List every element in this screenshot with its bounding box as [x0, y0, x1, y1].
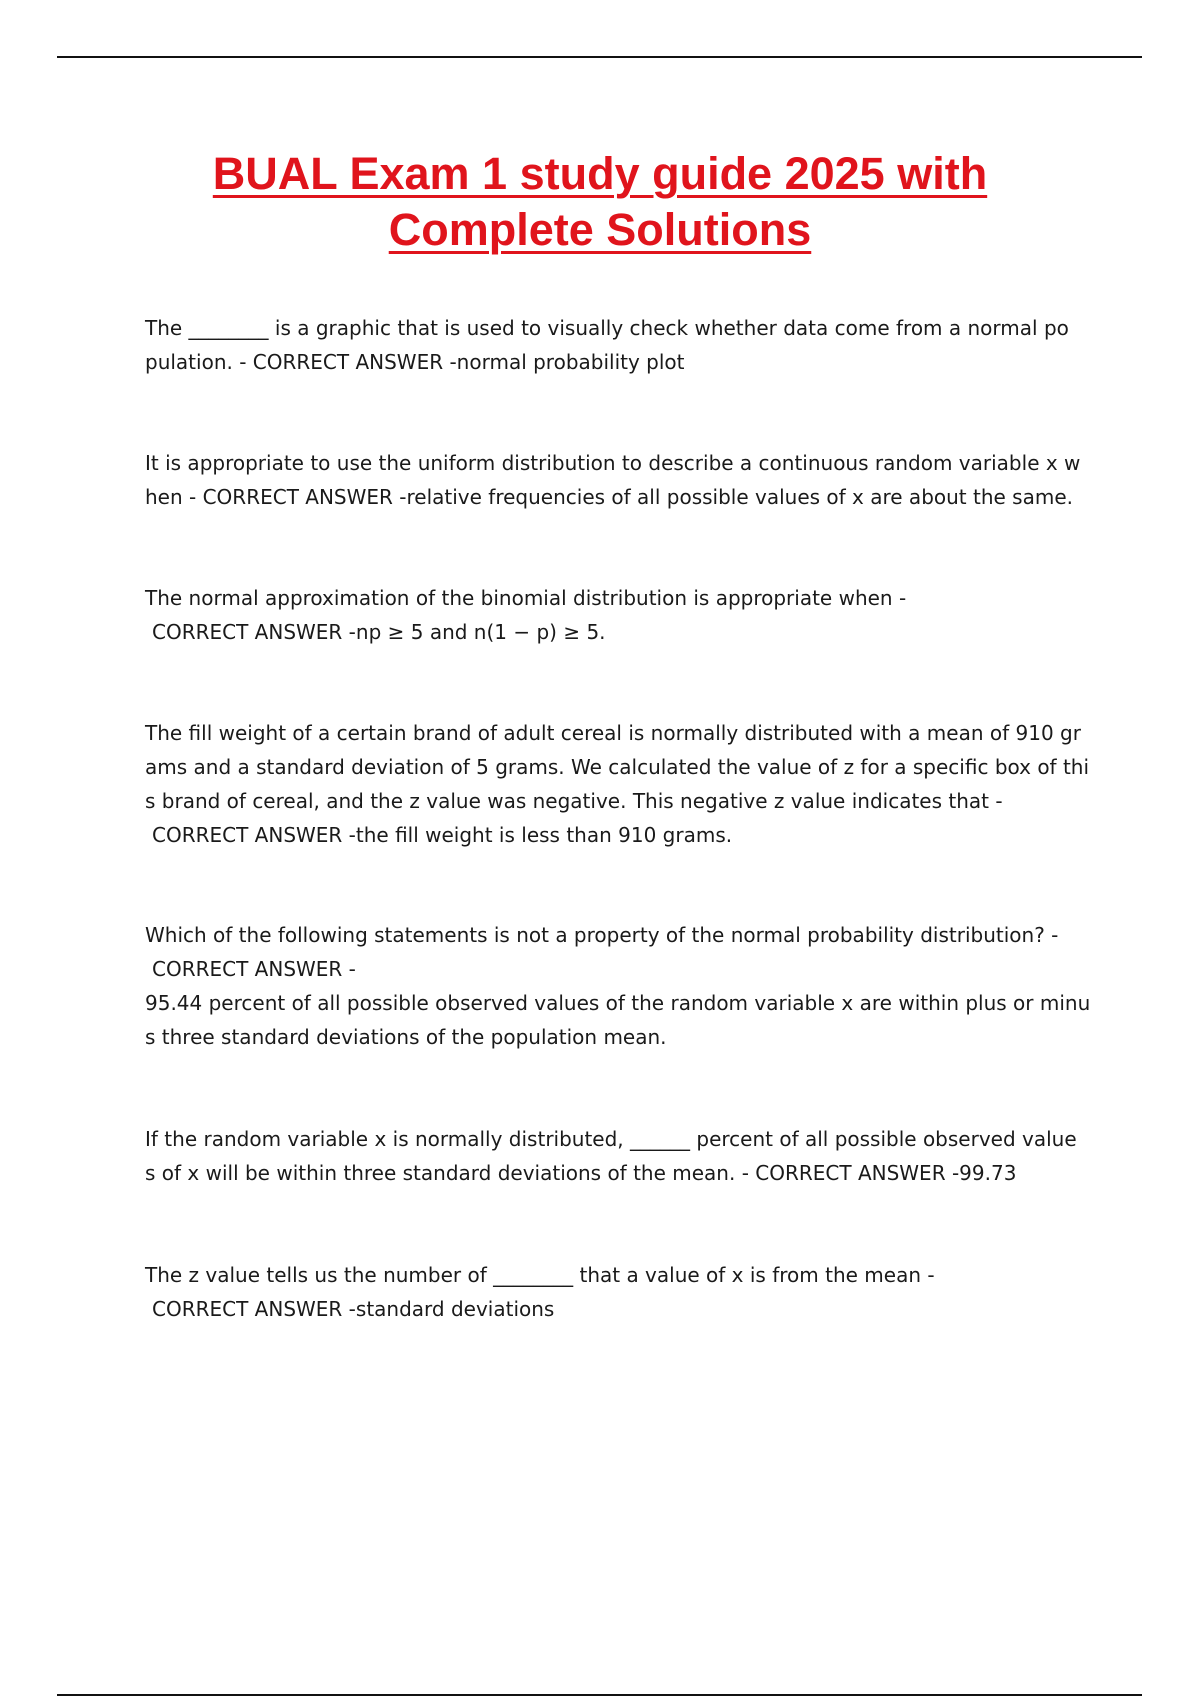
qa-item-1 — [145, 311, 1085, 379]
qa-line: s three standard deviations of the population mean. — [145, 1025, 667, 1049]
qa-line: If the random variable x is normally distributed, ______ percent of all possible observed value — [145, 1127, 1077, 1151]
qa-item-2 — [145, 446, 1085, 514]
qa-line: The ________ is a graphic that is used to visually check whether data come from a normal po — [145, 316, 1069, 340]
qa-line: CORRECT ANSWER -the fill weight is less than 910 grams. — [152, 823, 733, 847]
qa-item-3 — [145, 581, 1085, 649]
qa-line: ams and a standard deviation of 5 grams. We calculated the value of z for a specific box of thi — [145, 755, 1090, 779]
qa-line: s brand of cereal, and the z value was negative. This negative z value indicates that - — [145, 789, 1003, 813]
qa-line: Which of the following statements is not a property of the normal probability distribution? - — [145, 923, 1059, 947]
qa-line: CORRECT ANSWER - — [152, 957, 356, 981]
qa-line: It is appropriate to use the uniform distribution to describe a continuous random variable x w — [145, 451, 1081, 475]
qa-line: pulation. - CORRECT ANSWER -normal probability plot — [145, 350, 685, 374]
qa-line: s of x will be within three standard deviations of the mean. - CORRECT ANSWER -99.73 — [145, 1161, 1017, 1185]
qa-item-7 — [145, 1258, 1085, 1326]
qa-line: The z value tells us the number of ________ that a value of x is from the mean - — [145, 1263, 935, 1287]
title-line-1: BUAL Exam 1 study guide 2025 with — [212, 148, 988, 199]
qa-line: The fill weight of a certain brand of adult cereal is normally distributed with a mean of 910 gr — [145, 721, 1081, 745]
qa-line: hen - CORRECT ANSWER -relative frequencies of all possible values of x are about the same. — [145, 485, 1073, 509]
qa-line: 95.44 percent of all possible observed values of the random variable x are within plus or minu — [145, 991, 1091, 1015]
qa-item-6 — [145, 1122, 1085, 1190]
qa-item-4 — [145, 716, 1090, 852]
qa-item-5 — [145, 918, 1091, 1054]
qa-line: The normal approximation of the binomial distribution is appropriate when - — [145, 586, 907, 610]
header-rule — [57, 56, 1142, 58]
title-line-2: Complete Solutions — [388, 204, 812, 255]
document-title — [100, 146, 1100, 258]
footer-rule — [57, 1694, 1142, 1696]
qa-line: CORRECT ANSWER -np ≥ 5 and n(1 − p) ≥ 5. — [152, 620, 606, 644]
qa-line: CORRECT ANSWER -standard deviations — [152, 1297, 555, 1321]
